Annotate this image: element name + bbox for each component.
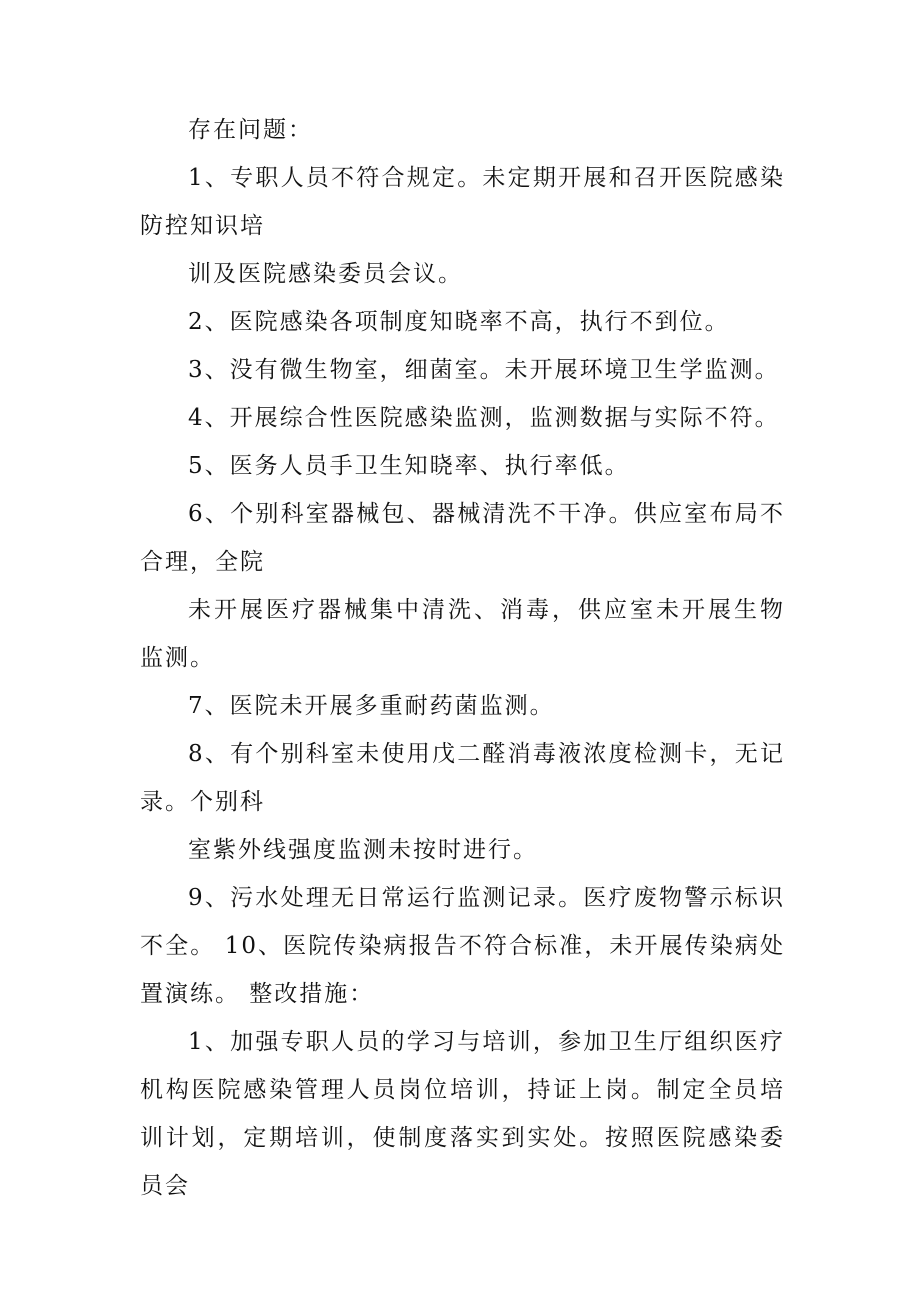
- paragraph-problem-1-continued: 训及医院感染委员会议。: [188, 261, 463, 287]
- heading-existing-problems: 存在问题：: [188, 117, 313, 143]
- paragraph-problem-7: 7、医院未开展多重耐药菌监测。: [188, 693, 555, 719]
- paragraph-problem-5: 5、医务人员手卫生知晓率、执行率低。: [188, 453, 630, 479]
- paragraph-problem-8: 8、有个别科室未使用戊二醛消毒液浓度检测卡，无记录。个别科: [140, 741, 785, 815]
- paragraph-problem-4: 4、开展综合性医院感染监测，监测数据与实际不符。: [188, 405, 780, 431]
- paragraph-problem-3: 3、没有微生物室，细菌室。未开展环境卫生学监测。: [188, 357, 780, 383]
- paragraph-problem-9-10-and-measures-heading: 9、污水处理无日常运行监测记录。医疗废物警示标识不全。 10、医院传染病报告不符合标准，未开展传染病处置演练。 整改措施：: [140, 885, 785, 1007]
- paragraph-problem-8-continued: 室紫外线强度监测未按时进行。: [188, 837, 538, 863]
- paragraph-problem-6-continued: 未开展医疗器械集中清洗、消毒，供应室未开展生物监测。: [140, 597, 785, 671]
- paragraph-problem-2: 2、医院感染各项制度知晓率不高，执行不到位。: [188, 309, 730, 335]
- document-body: [140, 106, 785, 1210]
- paragraph-problem-1: 1、专职人员不符合规定。未定期开展和召开医院感染防控知识培: [140, 165, 785, 239]
- paragraph-measure-1: 1、加强专职人员的学习与培训，参加卫生厅组织医疗机构医院感染管理人员岗位培训，持证上岗。制定全员培训计划，定期培训，使制度落实到实处。按照医院感染委员会: [140, 1029, 785, 1199]
- paragraph-problem-6: 6、个别科室器械包、器械清洗不干净。供应室布局不合理，全院: [140, 501, 785, 575]
